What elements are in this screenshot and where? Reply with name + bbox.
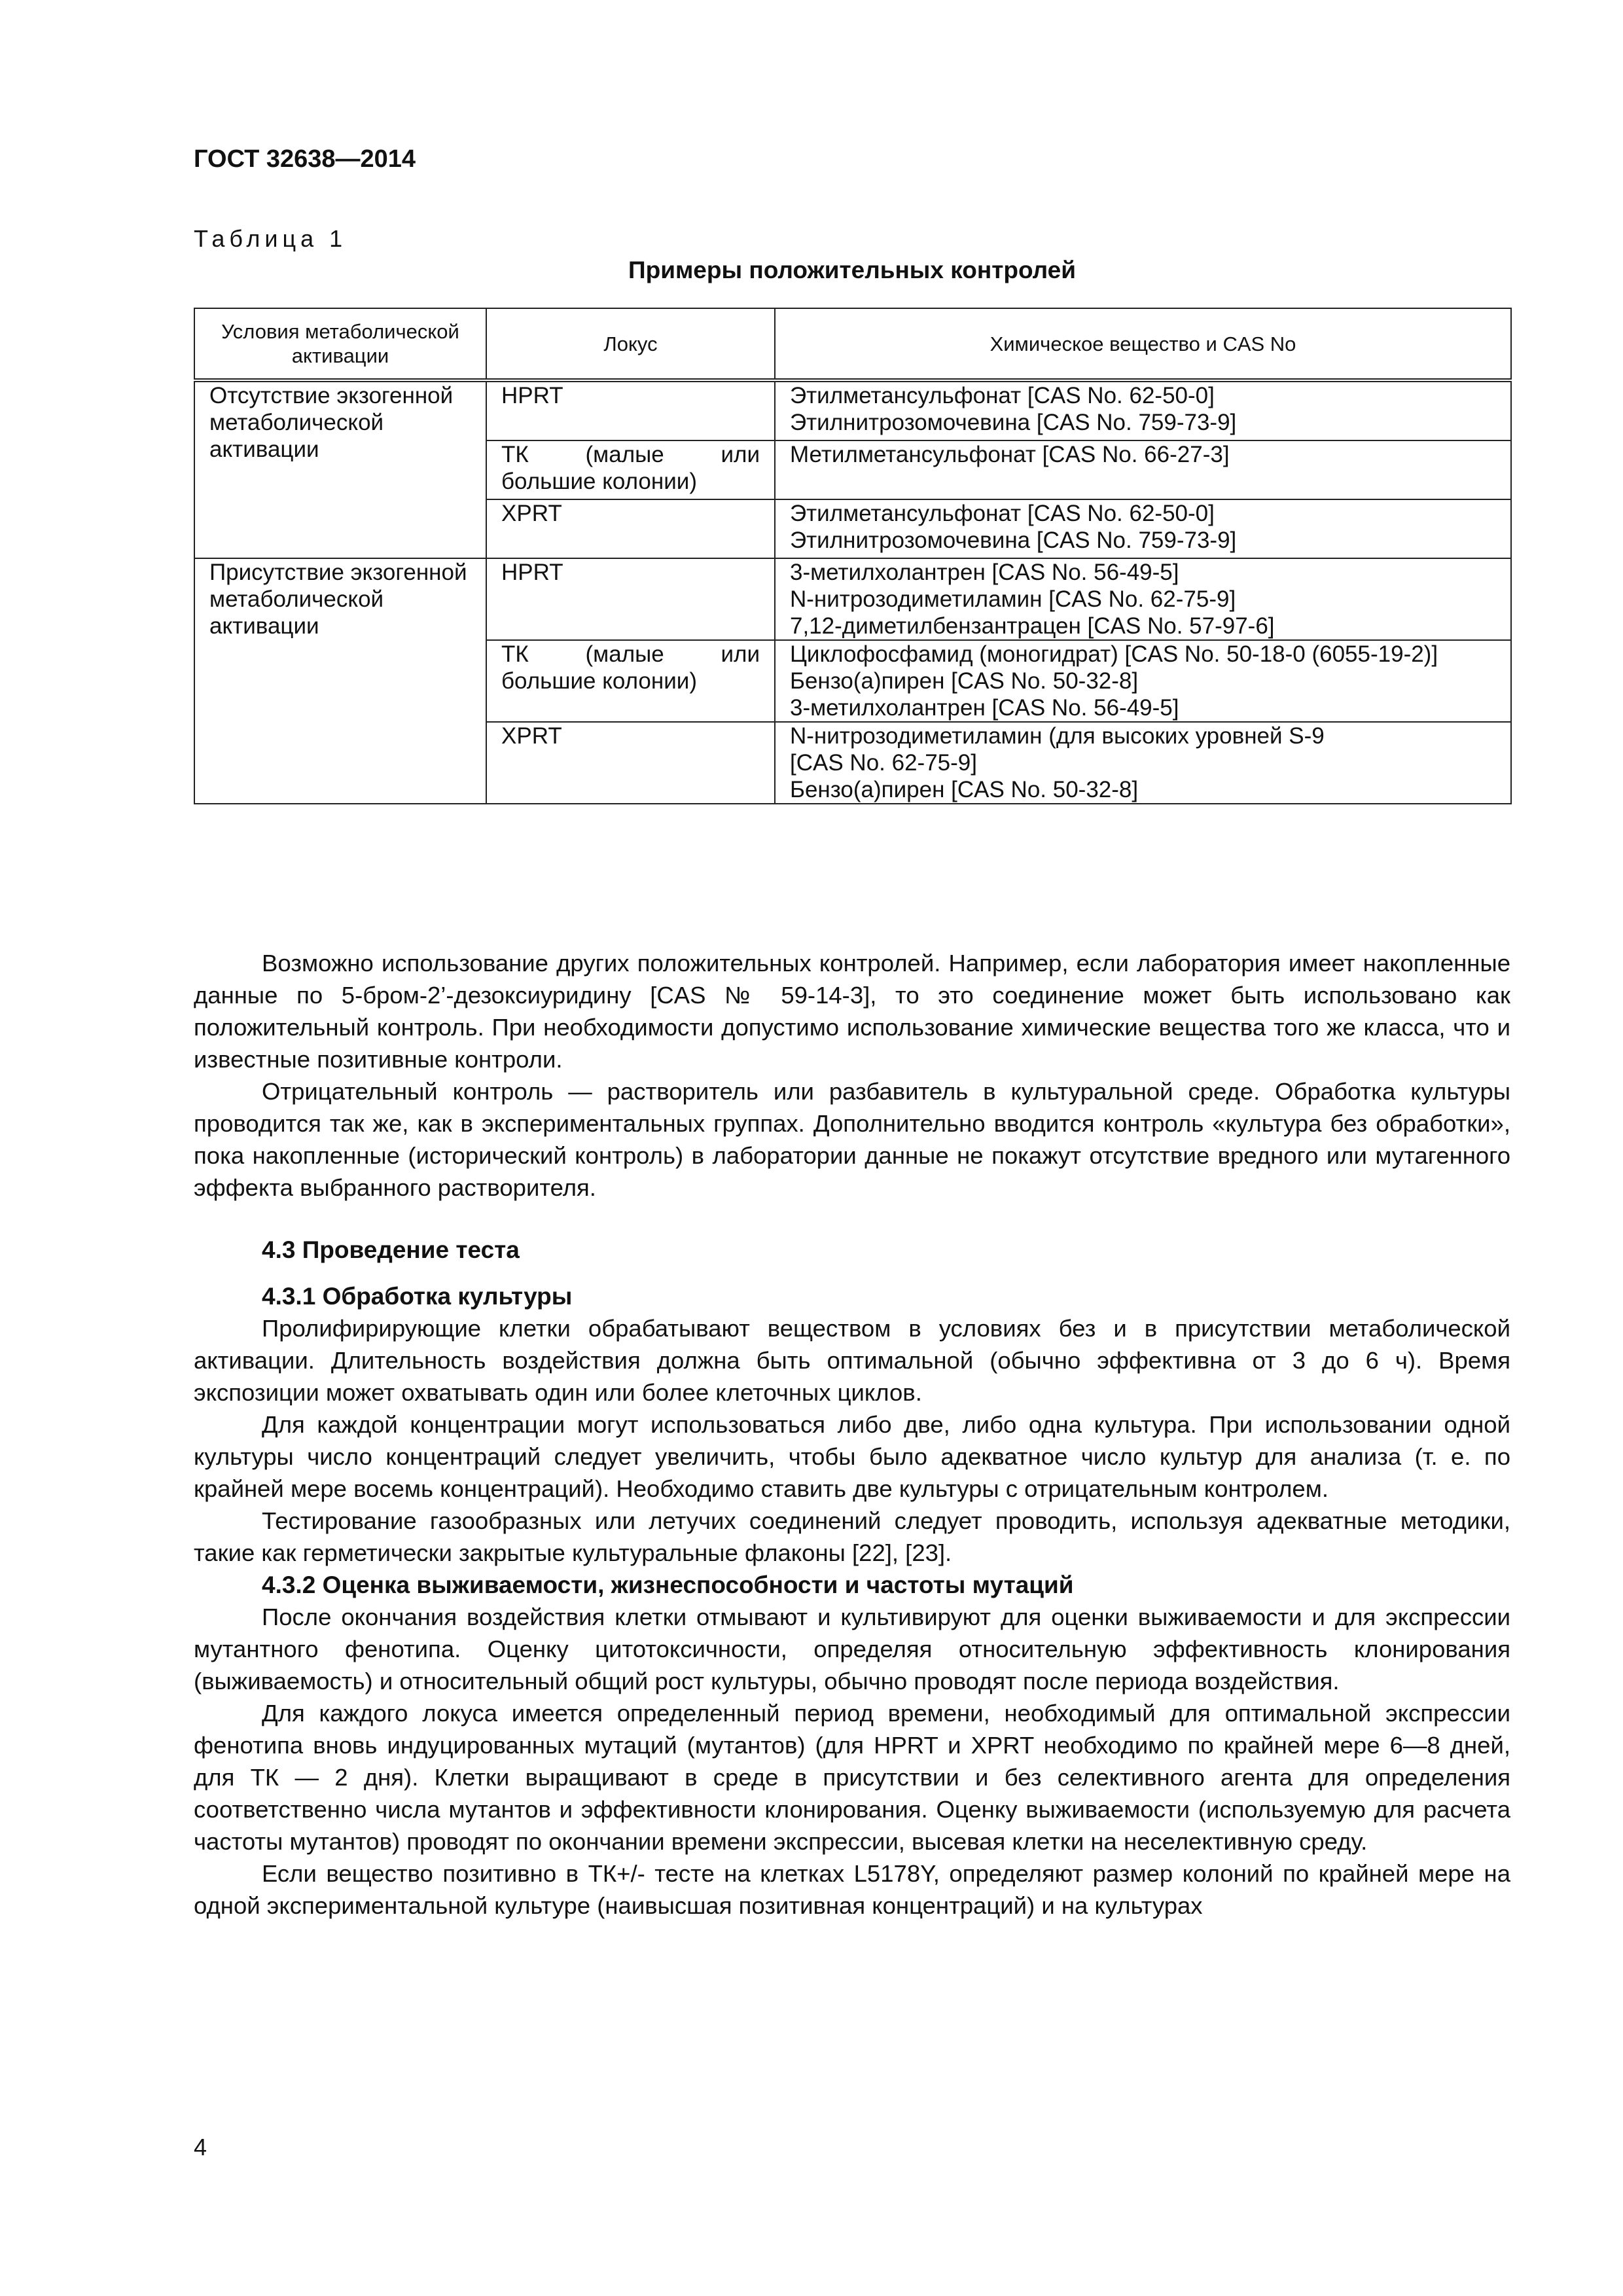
chemical-entry: N-нитрозодиметиламин (для высоких уровней S-9 bbox=[790, 723, 1325, 749]
locus-cell: HPRT bbox=[486, 380, 775, 440]
locus-line: ТК (малые или bbox=[501, 641, 760, 667]
column-header-locus: Локус bbox=[486, 308, 775, 380]
paragraph: Пролифирирующие клетки обрабатывают веществом в условиях без и в присутствии метаболической активации. Длительность воздействия должна быть оптимальной (обычно эффективна от 3 до 6 ч). Время экспозиции может охватывать один или более клеточных циклов. bbox=[194, 1315, 1510, 1406]
chemical-entry: [CAS No. 62-75-9] bbox=[790, 750, 977, 776]
chemical-entry: Бензо(а)пирен [CAS No. 50-32-8] bbox=[790, 777, 1139, 802]
locus-cell: XPRT bbox=[486, 722, 775, 804]
locus-line: большие колонии) bbox=[501, 469, 697, 494]
page-number: 4 bbox=[194, 2134, 207, 2161]
chemical-cell bbox=[775, 722, 1511, 804]
locus-line: ТК (малые или bbox=[501, 442, 760, 467]
paragraph: Отрицательный контроль — растворитель или разбавитель в культуральной среде. Обработка культуры проводится так же, как в экспериментальных группах. Дополнительно вводится контроль «культура без обработки», пока накопленные (исторический контроль) в лаборатории данные не покажут отсутствие вредного или мутагенного эффекта выбранного растворителя. bbox=[194, 1078, 1510, 1201]
chemical-entry: 3-метилхолантрен [CAS No. 56-49-5] bbox=[790, 695, 1179, 721]
table-title: Примеры положительных контролей bbox=[628, 257, 1076, 283]
chemical-entry: Этилметансульфонат [CAS No. 62-50-0] bbox=[790, 501, 1215, 526]
section-heading-4-3-2: 4.3.2 Оценка выживаемости, жизнеспособности и частоты мутаций bbox=[262, 1571, 1074, 1598]
chemical-entry: N-нитрозодиметиламин [CAS No. 62-75-9] bbox=[790, 586, 1236, 612]
positive-controls-table bbox=[194, 308, 1512, 804]
chemical-cell bbox=[775, 380, 1511, 440]
chemical-cell bbox=[775, 640, 1511, 722]
section-heading-4-3: 4.3 Проведение теста bbox=[262, 1236, 520, 1263]
section-heading-4-3-1: 4.3.1 Обработка культуры bbox=[262, 1283, 573, 1310]
locus-cell bbox=[486, 440, 775, 499]
paragraph: Для каждой концентрации могут использоваться либо две, либо одна культура. При использовании одной культуры число концентраций следует увеличить, чтобы было адекватное число культур для анализа (т. е. по крайней мере восемь концентраций). Необходимо ставить две культуры с отрицательным контролем. bbox=[194, 1411, 1510, 1502]
chemical-entry: Метилметансульфонат [CAS No. 66-27-3] bbox=[790, 442, 1230, 467]
locus-cell bbox=[486, 640, 775, 722]
document-header: ГОСТ 32638—2014 bbox=[194, 145, 416, 173]
paragraph: После окончания воздействия клетки отмывают и культивируют для оценки выживаемости и для экспрессии мутантного фенотипа. Оценку цитотоксичности, определяя относительную эффективность клонирования (выживаемость) и относительный общий рост культуры, обычно проводят после периода воздействия. bbox=[194, 1604, 1510, 1695]
chemical-entry: Циклофосфамид (моногидрат) [CAS No. 50-18-0 (6055-19-2)] bbox=[790, 641, 1438, 667]
body-text bbox=[194, 947, 1510, 1922]
column-header-condition: Условия метаболической активации bbox=[194, 308, 486, 380]
table-header-row bbox=[194, 308, 1511, 380]
chemical-entry: Этилметансульфонат [CAS No. 62-50-0] bbox=[790, 383, 1215, 408]
table-row bbox=[194, 558, 1511, 640]
table-label: Таблица 1 bbox=[194, 225, 348, 252]
paragraph: Для каждого локуса имеется определенный период времени, необходимый для оптимальной экспрессии фенотипа вновь индуцированных мутаций (мутантов) (для HPRT и XPRT необходимо по крайней мере 6—8 дней, для ТК — 2 дня). Клетки выращивают в среде в присутствии и без селективного агента для определения соответственно числа мутантов и эффективности клонирования. Оценку выживаемости (используемую для расчета частоты мутантов) проводят по окончании времени экспрессии, высевая клетки на неселективную среду. bbox=[194, 1700, 1510, 1855]
locus-line: большие колонии) bbox=[501, 668, 697, 694]
chemical-entry: Этилнитрозомочевина [CAS No. 759-73-9] bbox=[790, 528, 1237, 553]
column-header-chemical: Химическое вещество и CAS No bbox=[775, 308, 1511, 380]
paragraph: Если вещество позитивно в ТК+/- тесте на клетках L5178Y, определяют размер колоний по крайней мере на одной экспериментальной культуре (наивысшая позитивная концентраций) и на культурах bbox=[194, 1860, 1510, 1919]
chemical-cell bbox=[775, 440, 1511, 499]
locus-cell: XPRT bbox=[486, 499, 775, 558]
condition-cell: Отсутствие экзогенной метаболической активации bbox=[194, 380, 486, 558]
chemical-cell bbox=[775, 499, 1511, 558]
paragraph: Тестирование газообразных или летучих соединений следует проводить, используя адекватные методики, такие как герметически закрытые культуральные флаконы [22], [23]. bbox=[194, 1507, 1510, 1566]
chemical-entry: Бензо(а)пирен [CAS No. 50-32-8] bbox=[790, 668, 1139, 694]
condition-cell: Присутствие экзогенной метаболической активации bbox=[194, 558, 486, 804]
table-row bbox=[194, 380, 1511, 440]
chemical-entry: 3-метилхолантрен [CAS No. 56-49-5] bbox=[790, 560, 1179, 585]
chemical-entry: Этилнитрозомочевина [CAS No. 759-73-9] bbox=[790, 410, 1237, 435]
paragraph: Возможно использование других положительных контролей. Например, если лаборатория имеет накопленные данные по 5-бром-2’-дезоксиуридину [CAS № 59-14-3], то это соединение может быть использовано как положительный контроль. При необходимости допустимо использование химические вещества того же класса, что и известные позитивные контроли. bbox=[194, 950, 1510, 1073]
chemical-entry: 7,12-диметилбензантрацен [CAS No. 57-97-6] bbox=[790, 613, 1275, 639]
locus-cell: HPRT bbox=[486, 558, 775, 640]
chemical-cell bbox=[775, 558, 1511, 640]
